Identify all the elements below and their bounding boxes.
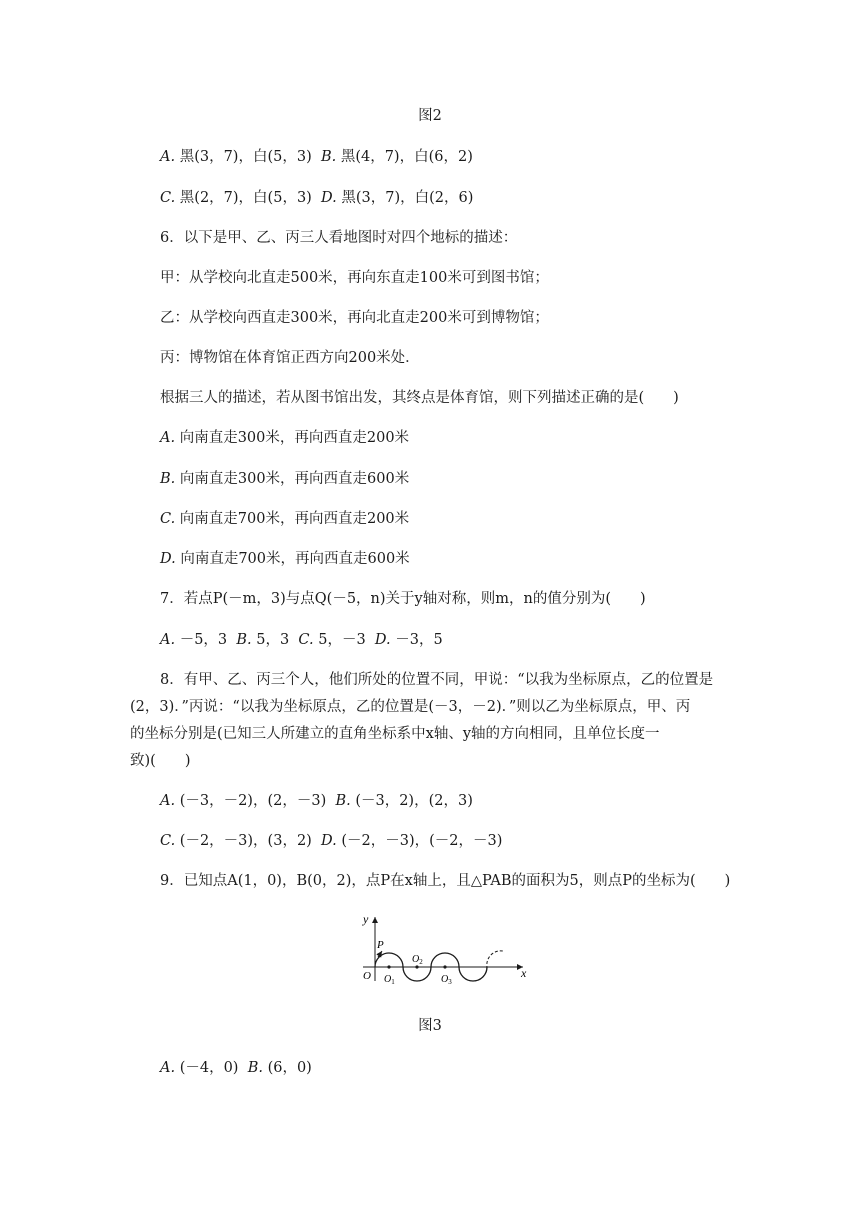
fig3-label-y: y [363,912,369,926]
q9-option-b-text: (6，0) [267,1060,312,1076]
q8-option-d-text: (－2，－3)，(－2，－3) [341,833,503,849]
q6-line-jia: 甲：从学校向北直走500米，再向东直走100米可到图书馆； [160,270,549,286]
q9-stem: 9．已知点A(1，0)，B(0，2)，点P在x轴上，且△PAB的面积为5，则点P的坐标为( ) [160,873,731,889]
q8-option-a-text: (－3，－2)，(2，－3) [179,793,327,809]
q6-question: 根据三人的描述，若从图书馆出发，其终点是体育馆，则下列描述正确的是( ) [160,390,679,406]
q6-option-b-letter: B. [160,471,176,487]
fig3-label-o3-sub: 3 [448,978,452,986]
fig3-label-p: P [377,939,384,951]
q6-option-a [160,428,409,448]
q6-option-b-text: 向南直走300米，再向西直走600米 [179,471,410,487]
q9-option-a-text: (－4，0) [179,1060,239,1076]
q9-option-a-letter: A. [160,1060,176,1076]
fig3-label-x: x [521,966,527,980]
q6-option-d-letter: D. [160,551,176,567]
figure-3-caption: 图3 [418,1018,442,1034]
figure-2-caption: 图2 [418,108,442,124]
fig3-dot-o1 [387,965,390,968]
q7-option-c-text: 5，－3 [318,632,366,648]
fig3-curve-dashed-2 [473,951,503,981]
q7-option-a-text: －5，3 [179,632,228,648]
q6-option-c-letter: C. [160,511,176,527]
fig3-label-o2-main: O [412,954,420,965]
q7-option-d-letter: D. [374,632,391,648]
q6-option-d-text: 向南直走700米，再向西直走600米 [180,551,410,567]
q5-option-d-letter: D. [321,190,337,206]
q8-line-1: 8．有甲、乙、丙三个人，他们所处的位置不同，甲说：“以我为坐标原点，乙的位置是 [160,672,714,688]
fig3-dot-o3 [443,965,446,968]
q5-option-b-letter: B. [320,149,337,165]
q6-option-d [160,549,410,569]
q6-line-yi: 乙：从学校向西直走300米，再向北直走200米可到博物馆； [160,310,549,326]
q6-option-a-letter: A. [160,430,176,446]
q6-option-b [160,469,409,489]
q8-option-row-1 [160,791,473,811]
q5-option-c-letter: C. [160,190,176,206]
q6-line-bing: 丙：博物馆在体育馆正西方向200米处． [160,350,420,366]
q8-line-2: (2，3)．”丙说：“以我为坐标原点，乙的位置是(－3，－2)．”则以乙为坐标原点，甲、丙 [130,699,691,715]
fig3-label-o1-sub: 1 [391,978,395,986]
q8-option-row-2 [160,831,502,851]
q8-option-c-letter: C. [160,833,176,849]
q7-option-b-text: 5，3 [256,632,290,648]
q5-option-d-text: 黑(3，7)，白(2，6) [341,190,474,206]
q7-option-c-letter: C. [298,632,314,648]
q8-option-d-letter: D. [321,833,337,849]
q7-option-d-text: －3，5 [395,632,443,648]
q6-option-c-text: 向南直走700米，再向西直走200米 [179,511,410,527]
figure-3 [355,905,540,987]
q7-stem: 7．若点P(－m，3)与点Q(－5，n)关于y轴对称，则m，n的值分别为( ) [160,591,646,607]
q9-options-row [160,1058,312,1078]
fig3-label-o1 [384,974,395,986]
fig3-label-o2 [412,954,423,966]
q7-option-b-letter: B. [236,632,252,648]
q8-option-a-letter: A. [160,793,176,809]
fig3-label-o3 [441,974,452,986]
q8-line-4: 致)( ) [130,753,191,769]
q5-option-b-text: 黑(4，7)，白(6，2) [340,149,473,165]
q5-option-c-text: 黑(2，7)，白(5，3) [179,190,312,206]
fig3-label-o3-main: O [441,974,449,985]
q5-option-a-text: 黑(3，7)，白(5，3) [179,149,312,165]
q9-option-b-letter: B. [247,1060,263,1076]
fig3-label-o1-main: O [384,974,392,985]
fig3-label-origin: O [363,970,371,982]
q7-options-row [160,630,443,650]
q8-option-b-letter: B. [335,793,351,809]
q6-option-c [160,509,409,529]
q7-option-a-letter: A. [160,632,176,648]
q8-line-3: 的坐标分别是(已知三人所建立的直角坐标系中x轴、y轴的方向相同，且单位长度一 [130,726,660,742]
fig3-label-o2-sub: 2 [419,958,423,966]
q5-option-a-letter: A. [160,149,176,165]
q8-option-c-text: (－2，－3)，(3，2) [179,833,312,849]
fig3-dot-o2 [415,965,418,968]
q5-option-row-1 [160,147,473,167]
q8-option-b-text: (－3，2)，(2，3) [355,793,473,809]
q6-option-a-text: 向南直走300米，再向西直走200米 [179,430,410,446]
q6-stem: 6．以下是甲、乙、丙三人看地图时对四个地标的描述： [160,230,518,246]
q5-option-row-2 [160,188,473,208]
